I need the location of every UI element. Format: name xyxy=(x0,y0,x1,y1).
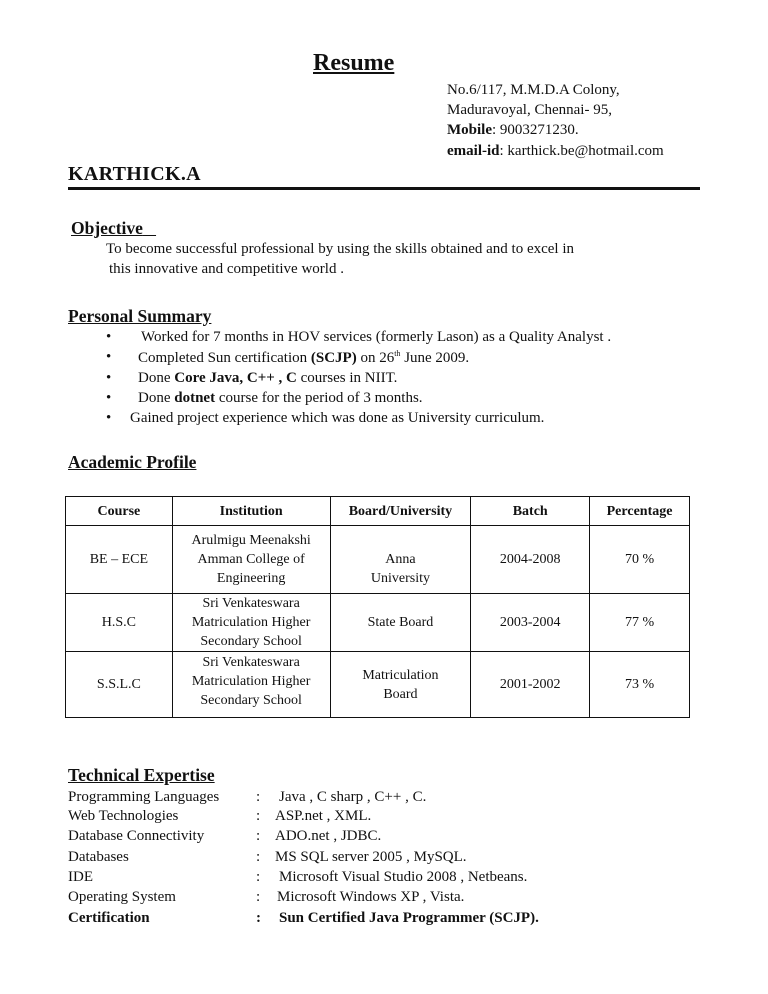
academic-table xyxy=(65,496,690,718)
cell-percentage: 70 % xyxy=(590,526,690,594)
tech-value: Java , C sharp , C++ , C. xyxy=(279,789,427,805)
tech-value: Sun Certified Java Programmer (SCJP). xyxy=(279,910,539,926)
summary-item-5: Gained project experience which was done as University curriculum. xyxy=(130,410,545,426)
table-row xyxy=(66,652,690,718)
column-header: Board/University xyxy=(330,497,471,526)
cell-course: BE – ECE xyxy=(66,526,173,594)
column-header: Batch xyxy=(471,497,590,526)
tech-colon: : xyxy=(256,789,261,805)
academic-heading: Academic Profile xyxy=(68,452,197,472)
summary-bullet: • xyxy=(106,370,112,386)
email-label: email-id xyxy=(447,143,500,159)
tech-label: Database Connectivity xyxy=(68,828,205,844)
objective-line-2: this innovative and competitive world . xyxy=(109,261,344,277)
column-header: Percentage xyxy=(590,497,690,526)
tech-colon: : xyxy=(256,828,261,844)
tech-colon: : xyxy=(256,869,261,885)
summary-bullet: • xyxy=(106,390,112,406)
cell-institution: Sri Venkateswara Matriculation Higher Secondary School xyxy=(172,594,330,652)
technical-row xyxy=(68,789,668,809)
cell-course: S.S.L.C xyxy=(66,652,173,718)
tech-label: Programming Languages xyxy=(68,789,220,805)
tech-label: IDE xyxy=(68,869,93,885)
address-line-1: No.6/117, M.M.D.A Colony, xyxy=(447,82,620,98)
tech-colon: : xyxy=(256,889,261,905)
cell-course: H.S.C xyxy=(66,594,173,652)
tech-value: Microsoft Windows XP , Vista. xyxy=(277,889,465,905)
page-title: Resume xyxy=(313,50,395,76)
cell-percentage: 73 % xyxy=(590,652,690,718)
cell-board: Anna University xyxy=(330,526,471,594)
tech-colon: : xyxy=(256,849,261,865)
column-header: Institution xyxy=(172,497,330,526)
tech-label: Operating System xyxy=(68,889,176,905)
summary-bullet: • xyxy=(106,349,112,365)
technical-row xyxy=(68,808,668,828)
address-line-2: Maduravoyal, Chennai- 95, xyxy=(447,102,612,118)
summary-item-1: Worked for 7 months in HOV services (formerly Lason) as a Quality Analyst . xyxy=(141,329,612,345)
mobile-line xyxy=(447,122,579,139)
tech-label: Web Technologies xyxy=(68,808,179,824)
summary-bullet: • xyxy=(106,410,112,426)
technical-row xyxy=(68,828,668,848)
summary-item-3: Done Core Java, C++ , C courses in NIIT. xyxy=(138,370,398,386)
mobile-value: : 9003271230. xyxy=(492,122,579,138)
table-row xyxy=(66,526,690,594)
cell-institution: Arulmigu Meenakshi Amman College of Engineering xyxy=(172,526,330,594)
tech-colon: : xyxy=(256,910,261,926)
tech-value: ADO.net , JDBC. xyxy=(275,828,382,844)
candidate-name: KARTHICK.A xyxy=(68,163,201,185)
tech-colon: : xyxy=(256,808,261,824)
summary-item-2: Completed Sun certification (SCJP) on 26th June 2009. xyxy=(138,349,470,366)
technical-row xyxy=(68,869,668,889)
cell-batch: 2003-2004 xyxy=(471,594,590,652)
cell-board: Matriculation Board xyxy=(330,652,471,718)
tech-label: Certification xyxy=(68,910,150,926)
summary-heading: Personal Summary xyxy=(68,306,212,326)
technical-row xyxy=(68,849,668,869)
table-header-row xyxy=(66,497,690,526)
summary-item-4: Done dotnet course for the period of 3 months. xyxy=(138,390,423,406)
cell-percentage: 77 % xyxy=(590,594,690,652)
technical-heading: Technical Expertise xyxy=(68,765,215,785)
technical-row xyxy=(68,889,668,909)
technical-row xyxy=(68,910,668,930)
email-value: : karthick.be@hotmail.com xyxy=(499,143,664,159)
tech-value: ASP.net , XML. xyxy=(275,808,372,824)
table-row xyxy=(66,594,690,652)
tech-value: Microsoft Visual Studio 2008 , Netbeans. xyxy=(279,869,528,885)
mobile-label: Mobile xyxy=(447,122,492,138)
objective-line-1: To become successful professional by using the skills obtained and to excel in xyxy=(106,241,575,257)
tech-value: MS SQL server 2005 , MySQL. xyxy=(275,849,467,865)
summary-bullet: • xyxy=(106,329,112,345)
header-divider xyxy=(68,187,700,190)
tech-label: Databases xyxy=(68,849,129,865)
cell-board: State Board xyxy=(330,594,471,652)
objective-heading: Objective xyxy=(71,218,143,238)
cell-institution: Sri Venkateswara Matriculation Higher Secondary School xyxy=(172,652,330,718)
cell-batch: 2001-2002 xyxy=(471,652,590,718)
cell-batch: 2004-2008 xyxy=(471,526,590,594)
email-line xyxy=(447,143,664,160)
column-header: Course xyxy=(66,497,173,526)
